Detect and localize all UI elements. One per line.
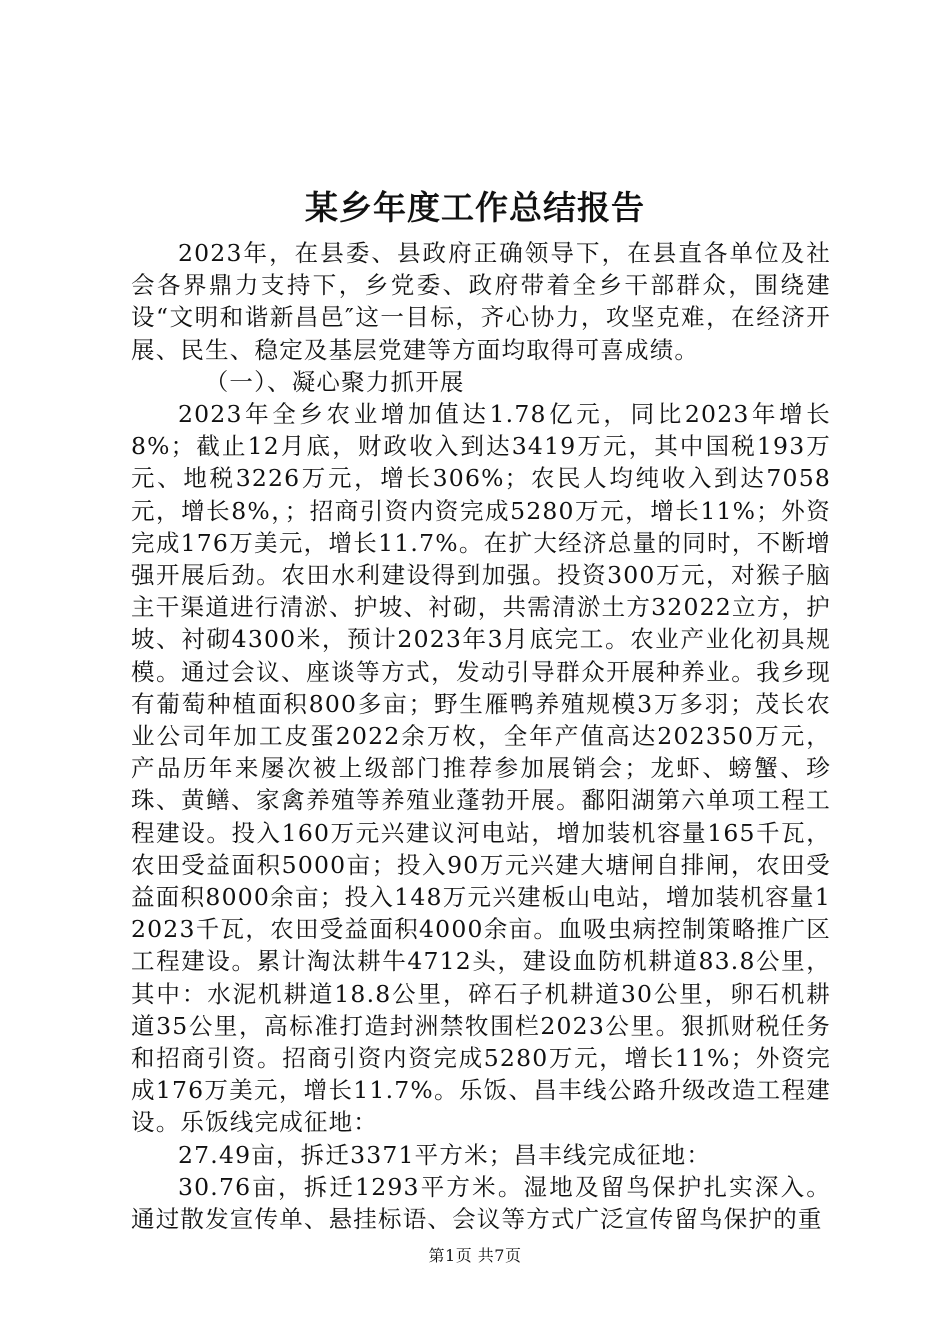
- document-body: [131, 237, 831, 1235]
- document-title: 某乡年度工作总结报告: [305, 188, 645, 227]
- intro-paragraph: 2023年，在县委、县政府正确领导下，在县直各单位及社会各界鼎力支持下，乡党委、政府带着全乡干部群众，围绕建设“文明和谐新昌邑″这一目标，齐心协力，攻坚克难，在经济开展、民生、稳定及基层党建等方面均取得可喜成绩。: [131, 239, 831, 364]
- body-paragraph: 30.76亩，拆迁1293平方米。湿地及留鸟保护扎实深入。通过散发宣传单、悬挂标语、会议等方式广泛宣传留鸟保护的重: [131, 1172, 831, 1234]
- section-heading: （一）、凝心聚力抓开展: [204, 367, 465, 396]
- body-paragraph: 27.49亩，拆迁3371平方米；昌丰线完成征地：: [178, 1140, 712, 1169]
- page-number-footer: 第1页 共7页: [428, 1246, 522, 1265]
- body-paragraph: 2023年全乡农业增加值达1.78亿元，同比2023年增长8%；截止12月底，财政收入到达3419万元，其中国税193万元、地税3226万元，增长306%；农民人均纯收入到达7058元，增长8%，；招商引资内资完成5280万元，增长11%；外资完成176万美元，增长11.7%。在扩大经济总量的同时，不断增强开展后劲。农田水利建设得到加强。投资300万元，对猴子脑主干渠道进行清淤、护坡、衬砌，共需清淤土方32022立方，护坡、衬砌4300米，预计2023年3月底完工。农业产业化初具规模。通过会议、座谈等方式，发动引导群众开展种养业。我乡现有葡萄种植面积800多亩；野生雁鸭养殖规模3万多羽；茂长农业公司年加工皮蛋2022余万枚，全年产值高达202350万元，产品历年来屡次被上级部门推荐参加展销会；龙虾、螃蟹、珍珠、黄鳝、家禽养殖等养殖业蓬勃开展。鄱阳湖第六单项工程工程建设。投入160万元兴建议河电站，增加装机容量165千瓦，农田受益面积5000亩；投入90万元兴建大塘闸自排闸，农田受益面积8000余亩；投入148万元兴建板山电站，增加装机容量12023千瓦，农田受益面积4000余亩。血吸虫病控制策略推广区工程建设。累计淘汰耕牛4712头，建设血防机耕道83.8公里，其中：水泥机耕道18.8公里，碎石子机耕道30公里，卵石机耕道35公里，高标准打造封洲禁牧围栏2023公里。狠抓财税任务和招商引资。招商引资内资完成5280万元，增长11%；外资完成176万美元，增长11.7%。乐饭、昌丰线公路升级改造工程建设。乐饭线完成征地：: [131, 400, 831, 1137]
